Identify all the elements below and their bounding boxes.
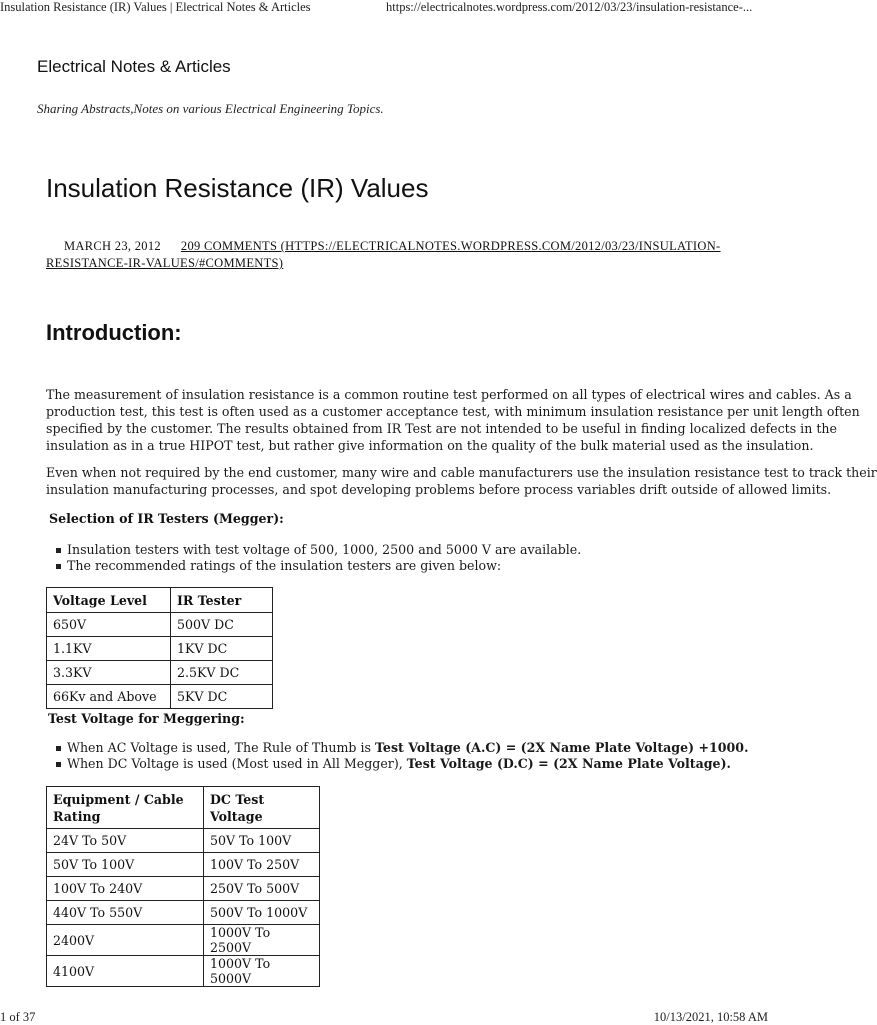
table-cell: 100V To 240V <box>47 877 204 901</box>
print-header-url: https://electricalnotes.wordpress.com/2012/03/23/insulation-resistance-... <box>386 0 753 14</box>
header-line: Rating <box>53 808 101 824</box>
post-meta <box>46 238 768 272</box>
print-header-title: Insulation Resistance (IR) Values | Electrical Notes & Articles <box>0 0 311 14</box>
paragraph-line: specified by the customer. The results obtained from IR Test are not intended to be useful in finding localized defects in the <box>46 421 837 436</box>
table-cell: 1.1KV <box>47 637 171 661</box>
bullet-bold-text: Test Voltage (D.C) = (2X Name Plate Voltage). <box>406 756 731 771</box>
table-header <box>47 787 204 829</box>
table-cell: 1KV DC <box>171 637 273 661</box>
table-cell: 250V To 500V <box>204 877 320 901</box>
list-item <box>46 756 766 772</box>
table-row <box>47 901 320 925</box>
site-title[interactable]: Electrical Notes & Articles <box>37 57 231 76</box>
intro-paragraph-2 <box>46 464 877 498</box>
table-cell: 650V <box>47 613 171 637</box>
table-cell: 5KV DC <box>171 685 273 709</box>
selection-bullets <box>46 542 766 574</box>
table-row <box>47 853 320 877</box>
table-cell: 500V DC <box>171 613 273 637</box>
table-cell: 100V To 250V <box>204 853 320 877</box>
post-date[interactable]: MARCH 23, 2012 <box>64 239 161 253</box>
table-cell: 2400V <box>47 925 204 956</box>
bullet-text: When DC Voltage is used (Most used in All Megger), <box>67 756 407 771</box>
table-header <box>204 787 320 829</box>
list-item: Insulation testers with test voltage of 500, 1000, 2500 and 5000 V are available. <box>46 542 766 558</box>
test-voltage-bullets <box>46 740 766 772</box>
table-cell: 2.5KV DC <box>171 661 273 685</box>
table-row <box>47 685 273 709</box>
table-row <box>47 637 273 661</box>
table-cell: 3.3KV <box>47 661 171 685</box>
table-cell: 1000V To 5000V <box>204 956 320 987</box>
table-cell: 50V To 100V <box>204 829 320 853</box>
site-tagline: Sharing Abstracts,Notes on various Electrical Engineering Topics. <box>37 101 384 116</box>
list-item: The recommended ratings of the insulation testers are given below: <box>46 558 766 574</box>
table-row <box>47 877 320 901</box>
table-cell: 24V To 50V <box>47 829 204 853</box>
table-header: IR Tester <box>171 588 273 613</box>
bullet-text: When AC Voltage is used, The Rule of Thumb is <box>67 740 375 755</box>
paragraph-line: insulation as in a true HIPOT test, but rather give information on the quality of the bulk material used as the insulation. <box>46 438 814 453</box>
table-cell: 440V To 550V <box>47 901 204 925</box>
table-row <box>47 829 320 853</box>
paragraph-line: insulation manufacturing processes, and spot developing problems before process variables drift outside of allowed limits. <box>46 482 832 497</box>
paragraph-line: production test, this test is often used as a customer acceptance test, with minimum insulation resistance per unit length often <box>46 404 860 419</box>
post-title: Insulation Resistance (IR) Values <box>46 173 429 203</box>
table-cell: 66Kv and Above <box>47 685 171 709</box>
table-row <box>47 925 320 956</box>
test-voltage-heading: Test Voltage for Meggering: <box>48 711 245 726</box>
print-footer-page: 1 of 37 <box>0 1010 36 1024</box>
table-cell: 4100V <box>47 956 204 987</box>
intro-heading: Introduction: <box>46 320 182 345</box>
table-cell: 50V To 100V <box>47 853 204 877</box>
selection-heading: Selection of IR Testers (Megger): <box>49 511 284 526</box>
print-footer-datetime: 10/13/2021, 10:58 AM <box>653 1010 768 1024</box>
bullet-bold-text: Test Voltage (A.C) = (2X Name Plate Voltage) +1000. <box>375 740 749 755</box>
paragraph-line: The measurement of insulation resistance is a common routine test performed on all types of electrical wires and cables. As a <box>46 387 852 402</box>
table-row <box>47 956 320 987</box>
comments-link-continued[interactable]: RESISTANCE-IR-VALUES/#COMMENTS) <box>46 256 284 270</box>
header-line: Equipment / Cable <box>53 791 184 807</box>
table-row <box>47 613 273 637</box>
table-row <box>47 661 273 685</box>
meggering-voltage-table <box>46 786 320 987</box>
paragraph-line: Even when not required by the end customer, many wire and cable manufacturers use the insulation resistance test to track their <box>46 465 877 480</box>
table-header: Voltage Level <box>47 588 171 613</box>
comments-link[interactable]: 209 COMMENTS (HTTPS://ELECTRICALNOTES.WORDPRESS.COM/2012/03/23/INSULATION- <box>180 239 721 253</box>
intro-paragraph-1 <box>46 386 860 454</box>
table-cell: 500V To 1000V <box>204 901 320 925</box>
header-line: DC Test <box>210 791 265 807</box>
ir-tester-table <box>46 587 273 709</box>
table-cell: 1000V To 2500V <box>204 925 320 956</box>
list-item <box>46 740 766 756</box>
header-line: Voltage <box>210 808 263 824</box>
